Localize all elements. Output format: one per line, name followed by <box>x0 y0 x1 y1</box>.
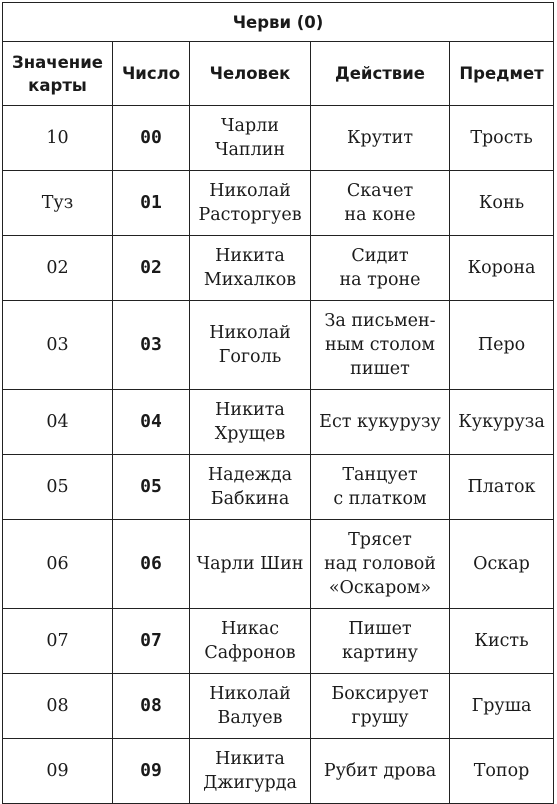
header-line: Значение <box>12 52 103 72</box>
cell-action <box>311 236 450 301</box>
cell-line: ным столом <box>324 335 436 355</box>
cell-number: 08 <box>113 674 190 739</box>
table-row <box>3 236 554 301</box>
cell-card-value: 03 <box>3 301 113 390</box>
cell-number: 05 <box>113 455 190 520</box>
cell-line: За письмен- <box>324 311 436 331</box>
cell-line: на троне <box>339 270 421 290</box>
cell-person <box>190 609 311 674</box>
cell-action <box>311 455 450 520</box>
cell-line: картину <box>342 643 418 663</box>
header-number <box>113 42 190 106</box>
cell-line: Михалков <box>203 270 297 290</box>
header-line: Число <box>121 64 181 83</box>
cell-card-value: 06 <box>3 520 113 609</box>
table-row <box>3 674 554 739</box>
table-row <box>3 171 554 236</box>
header-action <box>311 42 450 106</box>
table-body <box>3 106 554 804</box>
header-line: Человек <box>209 64 291 83</box>
cell-action <box>311 609 450 674</box>
cell-line: грушу <box>351 708 409 728</box>
cell-line: Рубит дрова <box>323 761 437 781</box>
cell-line: Чарли Шин <box>196 554 304 574</box>
hearts-table <box>2 2 554 804</box>
cell-card-value: 09 <box>3 739 113 804</box>
header-line: карты <box>28 75 87 95</box>
cell-line: Николай <box>209 684 291 704</box>
cell-line: Боксирует <box>331 684 429 704</box>
cell-action <box>311 674 450 739</box>
cell-line: Чарли <box>221 116 279 136</box>
table-row <box>3 520 554 609</box>
table-row <box>3 301 554 390</box>
cell-line: Танцует <box>342 465 418 485</box>
cell-line: Скачет <box>346 181 414 201</box>
cell-line: Ест кукурузу <box>319 412 441 432</box>
cell-action <box>311 520 450 609</box>
cell-number: 02 <box>113 236 190 301</box>
cell-object: Оскар <box>450 520 554 609</box>
table-title: Черви (0) <box>3 3 554 42</box>
cell-line: Гоголь <box>218 347 282 367</box>
cell-number: 03 <box>113 301 190 390</box>
cell-action <box>311 739 450 804</box>
cell-line: Сафронов <box>204 643 296 663</box>
header-card-value <box>3 42 113 106</box>
cell-object: Топор <box>450 739 554 804</box>
cell-action <box>311 106 450 171</box>
cell-line: над головой <box>324 554 436 574</box>
table-row <box>3 106 554 171</box>
cell-line: Валуев <box>217 708 283 728</box>
column-header-row <box>3 42 554 106</box>
cell-line: Чаплин <box>214 140 286 160</box>
cell-line: Расторгуев <box>198 205 302 225</box>
cell-line: Хрущев <box>214 424 286 444</box>
cell-person <box>190 520 311 609</box>
cell-object: Корона <box>450 236 554 301</box>
table-row <box>3 455 554 520</box>
cell-person <box>190 236 311 301</box>
header-object <box>450 42 554 106</box>
cell-line: Никита <box>215 749 285 769</box>
table-row <box>3 390 554 455</box>
cell-line: Джигурда <box>203 773 297 793</box>
cell-person <box>190 674 311 739</box>
cell-object: Кисть <box>450 609 554 674</box>
cell-card-value: 02 <box>3 236 113 301</box>
cell-line: Крутит <box>346 128 414 148</box>
cell-person <box>190 106 311 171</box>
cell-number: 04 <box>113 390 190 455</box>
cell-line: пишет <box>350 359 410 379</box>
cell-person <box>190 301 311 390</box>
cell-card-value: 08 <box>3 674 113 739</box>
cell-number: 06 <box>113 520 190 609</box>
cell-line: Сидит <box>351 246 409 266</box>
cell-action <box>311 390 450 455</box>
header-line: Предмет <box>459 64 544 83</box>
table-row <box>3 609 554 674</box>
cell-person <box>190 390 311 455</box>
cell-line: «Оскаром» <box>328 578 432 598</box>
cell-number: 01 <box>113 171 190 236</box>
cell-number: 09 <box>113 739 190 804</box>
cell-card-value: 07 <box>3 609 113 674</box>
cell-action <box>311 171 450 236</box>
cell-line: Бабкина <box>210 489 290 509</box>
cell-card-value: Туз <box>3 171 113 236</box>
cell-object: Трость <box>450 106 554 171</box>
cell-line: Николай <box>209 323 291 343</box>
cell-line: Николай <box>209 181 291 201</box>
cell-card-value: 04 <box>3 390 113 455</box>
cell-person <box>190 455 311 520</box>
cell-line: Никас <box>220 619 280 639</box>
cell-number: 00 <box>113 106 190 171</box>
cell-line: на коне <box>344 205 416 225</box>
cell-action <box>311 301 450 390</box>
table-row <box>3 739 554 804</box>
header-line: Действие <box>335 64 425 83</box>
cell-line: Трясет <box>348 530 412 550</box>
cell-object: Платок <box>450 455 554 520</box>
cell-card-value: 10 <box>3 106 113 171</box>
cell-number: 07 <box>113 609 190 674</box>
cell-object: Груша <box>450 674 554 739</box>
cell-person <box>190 739 311 804</box>
cell-object: Перо <box>450 301 554 390</box>
cell-line: с платком <box>333 489 427 509</box>
cell-card-value: 05 <box>3 455 113 520</box>
cell-person <box>190 171 311 236</box>
cell-line: Пишет <box>348 619 412 639</box>
header-person <box>190 42 311 106</box>
cell-line: Надежда <box>207 465 293 485</box>
cell-line: Никита <box>215 400 285 420</box>
cell-object: Конь <box>450 171 554 236</box>
cell-object: Кукуруза <box>450 390 554 455</box>
cell-line: Никита <box>215 246 285 266</box>
